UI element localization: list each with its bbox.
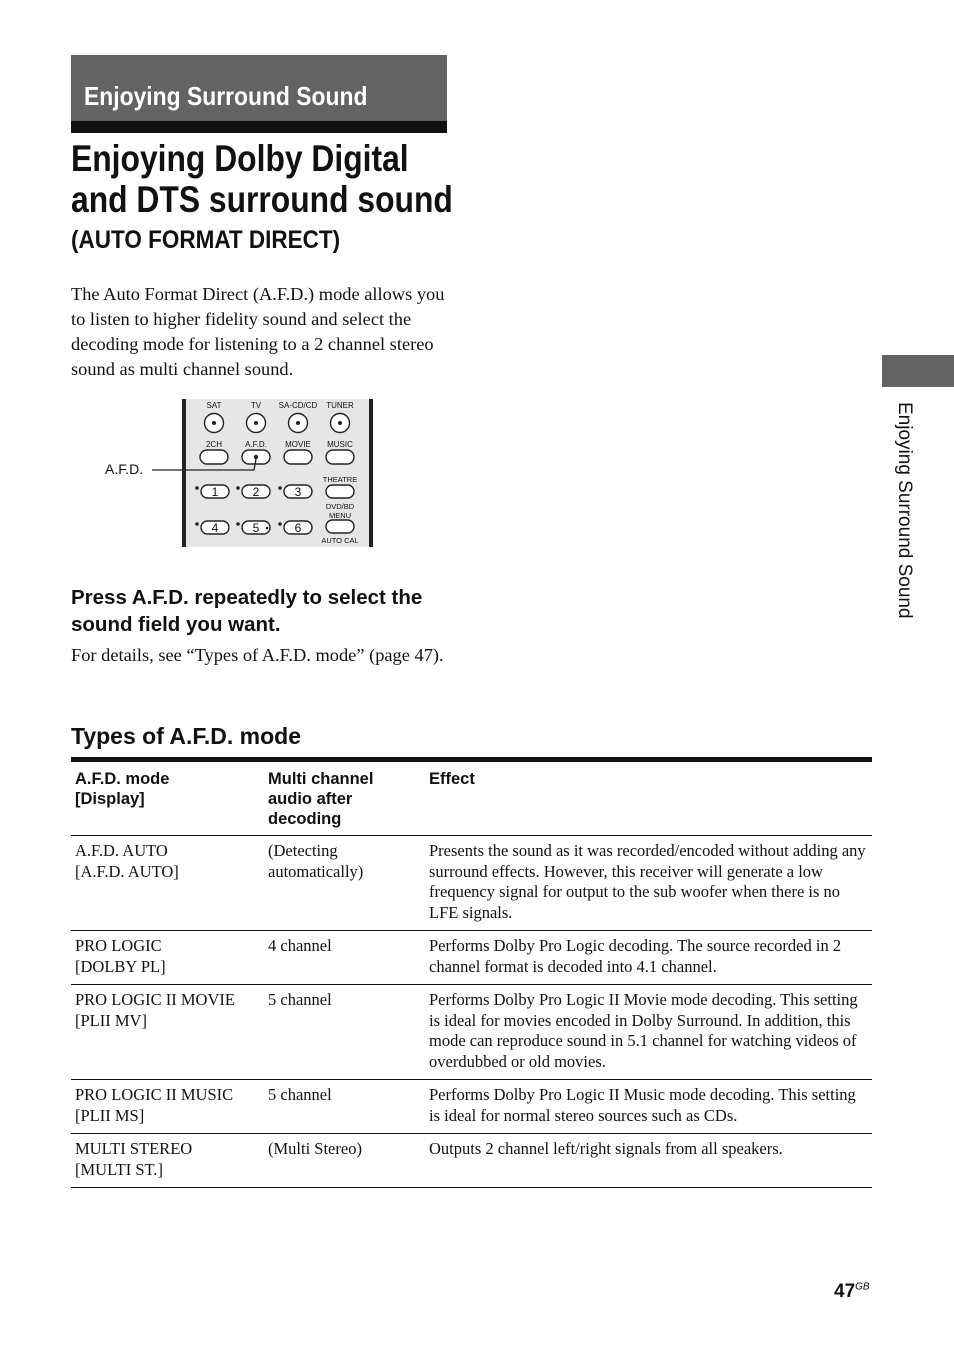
sat-label: SAT xyxy=(206,401,222,410)
section-banner-rule xyxy=(71,121,447,133)
digit-3-label: 3 xyxy=(294,485,302,499)
mode-display: [PLII MV] xyxy=(75,1010,147,1030)
digit-1-label: 1 xyxy=(211,485,219,499)
section-title: Enjoying Surround Sound xyxy=(84,81,368,111)
page-number xyxy=(834,1281,870,1303)
theatre-label: THEATRE xyxy=(322,475,358,484)
afd-button-dot xyxy=(254,455,258,459)
movie-button[interactable] xyxy=(284,450,312,464)
two-ch-label: 2CH xyxy=(205,440,223,449)
theatre-button[interactable] xyxy=(326,485,354,498)
music-button[interactable] xyxy=(326,450,354,464)
column-header-audio-line-1: Multi channel xyxy=(268,770,374,788)
digit-3-dot xyxy=(278,486,282,490)
step-heading: Press A.F.D. repeatedly to select the sound field you want. xyxy=(71,586,423,636)
mode-name: A.F.D. AUTO xyxy=(75,841,168,860)
table-row xyxy=(71,985,872,1080)
mode-display: [PLII MS] xyxy=(75,1105,145,1125)
mode-display: [MULTI ST.] xyxy=(75,1159,163,1179)
page-title-line-2: and DTS surround sound xyxy=(71,179,453,220)
table-row xyxy=(71,931,872,985)
digit-5-dot xyxy=(236,522,240,526)
intro-paragraph: The Auto Format Direct (A.F.D.) mode allows you to listen to higher fidelity sound and select the decoding mode for listening to a 2 channel stereo sound as multi channel sound. xyxy=(71,284,445,379)
effect-cell: Presents the sound as it was recorded/encoded without adding any surround effects. However, this receiver will generate a low frequency signal for output to the sub woofer when there is no LFE signals. xyxy=(425,836,872,931)
section-banner xyxy=(71,55,447,121)
effect-cell: Performs Dolby Pro Logic decoding. The source recorded in 2 channel format is decoded into 4.1 channel. xyxy=(425,931,872,985)
page-number-value: 47 xyxy=(834,1281,856,1302)
column-header-mode-line-1: A.F.D. mode xyxy=(75,770,170,788)
tv-button-dot xyxy=(254,421,258,425)
tv-label: TV xyxy=(250,401,262,410)
column-header-effect: Effect xyxy=(425,760,872,836)
effect-cell: Performs Dolby Pro Logic II Movie mode decoding. This setting is ideal for movies encoded in Dolby Surround. In addition, this mode can reproduce sound in 5.1 channel for watching videos of overdubbed or old movies. xyxy=(425,985,872,1080)
digit-5-tactile-dot xyxy=(266,527,269,530)
afd-mode-table-wrapper xyxy=(71,757,872,1188)
afd-callout-label: A.F.D. xyxy=(105,461,144,477)
audio-cell: 5 channel xyxy=(264,985,425,1080)
column-header-audio xyxy=(264,760,425,836)
effect-cell: Outputs 2 channel left/right signals from all speakers. xyxy=(425,1134,872,1188)
column-header-audio-line-2: audio after xyxy=(268,790,353,808)
remote-control-drawing xyxy=(104,397,384,549)
page-region-suffix: GB xyxy=(855,1281,870,1293)
audio-cell: (Multi Stereo) xyxy=(264,1134,425,1188)
mode-cell xyxy=(71,1080,264,1134)
two-ch-button[interactable] xyxy=(200,450,228,464)
column-header-mode-line-2: [Display] xyxy=(75,790,145,808)
step-body: For details, see “Types of A.F.D. mode” (page 47). xyxy=(71,645,444,665)
mode-display: [DOLBY PL] xyxy=(75,956,166,976)
audio-cell: 5 channel xyxy=(264,1080,425,1134)
column-header-audio-line-3: decoding xyxy=(268,810,342,828)
sat-button-dot xyxy=(212,421,216,425)
digit-5-label: 5 xyxy=(252,521,260,535)
table-row xyxy=(71,1134,872,1188)
digit-6-dot xyxy=(278,522,282,526)
mode-cell xyxy=(71,931,264,985)
table-row xyxy=(71,1080,872,1134)
digit-2-dot xyxy=(236,486,240,490)
movie-label: MOVIE xyxy=(285,440,311,449)
audio-cell: 4 channel xyxy=(264,931,425,985)
mode-cell xyxy=(71,1134,264,1188)
sacd-button-dot xyxy=(296,421,300,425)
digit-6-label: 6 xyxy=(294,521,302,535)
page-title xyxy=(71,138,453,220)
table-header-row xyxy=(71,760,872,836)
mode-name: PRO LOGIC xyxy=(75,936,162,955)
auto-cal-label: AUTO CAL xyxy=(321,536,359,545)
dvd-menu-label-line-2: MENU xyxy=(328,511,352,520)
mode-name: PRO LOGIC II MOVIE xyxy=(75,990,235,1009)
sacd-label: SA-CD/CD xyxy=(278,401,318,410)
effect-cell: Performs Dolby Pro Logic II Music mode decoding. This setting is ideal for normal stereo sources such as CDs. xyxy=(425,1080,872,1134)
dvd-menu-label-line-1: DVD/BD xyxy=(325,502,355,511)
column-header-mode xyxy=(71,760,264,836)
digit-4-dot xyxy=(195,522,199,526)
mode-name: PRO LOGIC II MUSIC xyxy=(75,1085,234,1104)
dvd-menu-button[interactable] xyxy=(326,520,354,533)
mode-cell xyxy=(71,836,264,931)
mode-display: [A.F.D. AUTO] xyxy=(75,861,179,881)
table-row xyxy=(71,836,872,931)
page-subtitle: (AUTO FORMAT DIRECT) xyxy=(71,226,341,254)
types-heading: Types of A.F.D. mode xyxy=(71,723,302,749)
side-thumb-tab xyxy=(882,355,954,387)
audio-cell: (Detecting automatically) xyxy=(264,836,425,931)
remote-left-edge xyxy=(182,399,186,547)
page-title-line-1: Enjoying Dolby Digital xyxy=(71,138,409,179)
mode-name: MULTI STEREO xyxy=(75,1139,193,1158)
digit-4-label: 4 xyxy=(211,521,219,535)
side-section-label: Enjoying Surround Sound xyxy=(894,402,915,619)
afd-label: A.F.D. xyxy=(245,440,267,449)
digit-1-dot xyxy=(195,486,199,490)
mode-cell xyxy=(71,985,264,1080)
remote-control-illustration xyxy=(104,397,384,549)
tuner-button-dot xyxy=(338,421,342,425)
digit-2-label: 2 xyxy=(252,485,260,499)
music-label: MUSIC xyxy=(327,440,353,449)
remote-right-edge xyxy=(369,399,373,547)
afd-mode-table xyxy=(71,757,872,1188)
tuner-label: TUNER xyxy=(326,401,354,410)
